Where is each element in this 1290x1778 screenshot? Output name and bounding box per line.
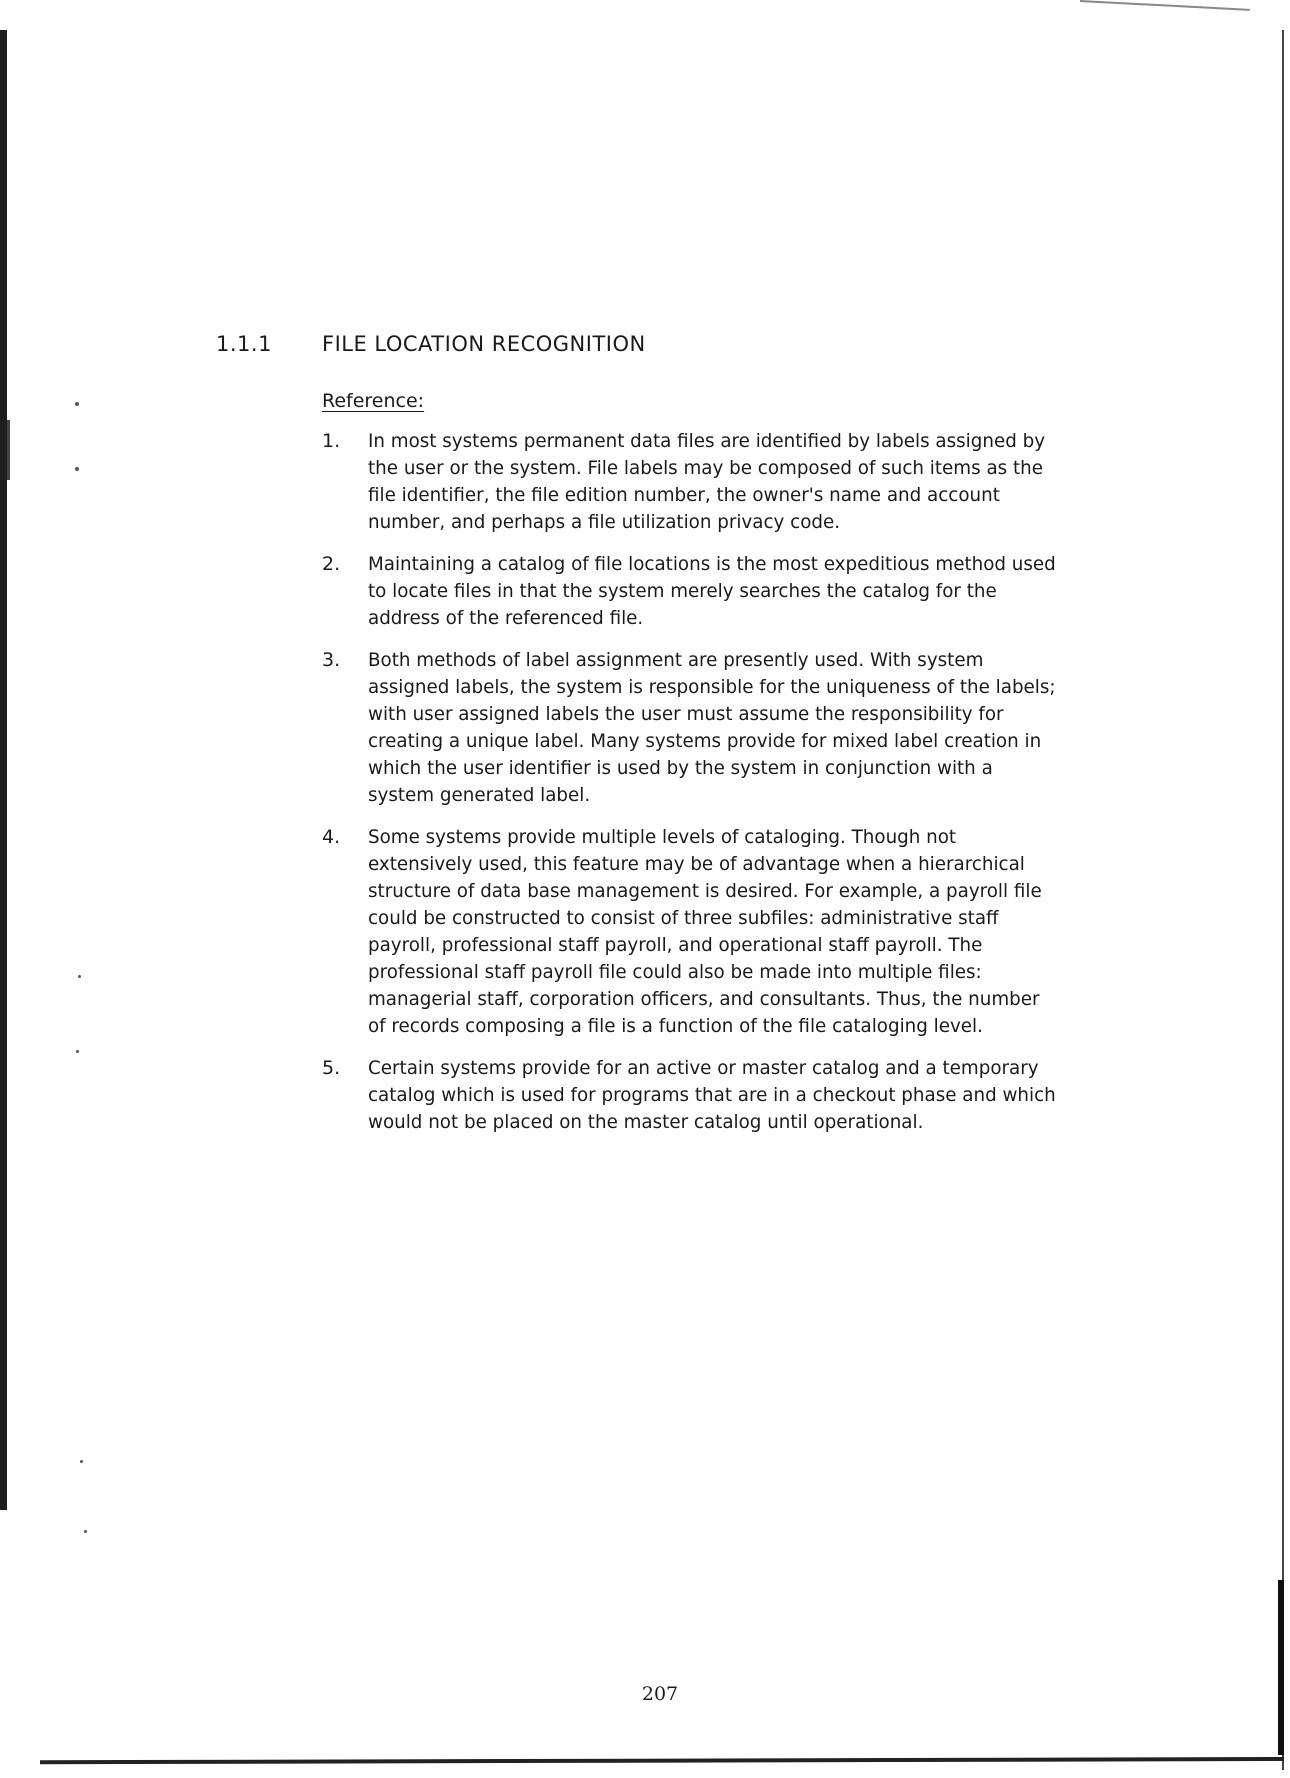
scan-edge-top [1080, 0, 1250, 11]
section-heading [216, 332, 1116, 356]
list-item [322, 428, 1062, 536]
list-item-number: 3. [322, 649, 341, 671]
list-item-number: 5. [322, 1057, 341, 1079]
list-item-number: 4. [322, 826, 341, 848]
scan-speck [75, 467, 79, 471]
reference-list [322, 428, 1062, 1151]
list-item [322, 1055, 1062, 1136]
scan-speck [80, 1460, 83, 1463]
section-number: 1.1.1 [216, 332, 272, 356]
scan-edge-bottom [40, 1757, 1284, 1764]
scan-edge-left [0, 30, 7, 1510]
scan-speck [76, 1050, 79, 1053]
scan-edge-right-mark [1278, 1580, 1284, 1755]
scan-speck [84, 1530, 87, 1533]
scan-edge-left-mark [7, 420, 10, 480]
list-item-text: In most systems permanent data files are identified by labels assigned by the user or the system. File labels may be composed of such items as the file identifier, the file edition number, the owner's name and account number, and perhaps a file utilization privacy code. [368, 431, 1046, 533]
list-item-text: Both methods of label assignment are presently used. With system assigned labels, the system is responsible for the uniqueness of the labels; with user assigned labels the user must assume the responsibility for creating a unique label. Many systems provide for mixed label creation in which the user identifier is used by the system in conjunction with a system generated label. [368, 650, 1056, 806]
scan-speck [75, 402, 79, 406]
list-item [322, 824, 1062, 1040]
scan-edge-right [1282, 30, 1284, 1770]
list-item-text: Maintaining a catalog of file locations is the most expeditious method used to locate files in that the system merely searches the catalog for the address of the referenced file. [368, 554, 1056, 629]
page-number: 207 [641, 1683, 679, 1705]
scan-speck [78, 975, 81, 978]
list-item-text: Some systems provide multiple levels of cataloging. Though not extensively used, this feature may be of advantage when a hierarchical structure of data base management is desired. For example, a payroll file could be constructed to consist of three subfiles: administrative staff payroll, professional staff payroll, and operational staff payroll. The professional staff payroll file could also be made into multiple files: managerial staff, corporation officers, and consultants. Thus, the number of records composing a file is a function of the file cataloging level. [368, 827, 1042, 1037]
reference-label: Reference: [322, 390, 425, 412]
list-item [322, 647, 1062, 809]
list-item-number: 2. [322, 553, 341, 575]
list-item-text: Certain systems provide for an active or master catalog and a temporary catalog which is used for programs that are in a checkout phase and which would not be placed on the master catalog until operational. [368, 1058, 1056, 1133]
section-title: FILE LOCATION RECOGNITION [322, 332, 646, 356]
list-item-number: 1. [322, 430, 341, 452]
list-item [322, 551, 1062, 632]
